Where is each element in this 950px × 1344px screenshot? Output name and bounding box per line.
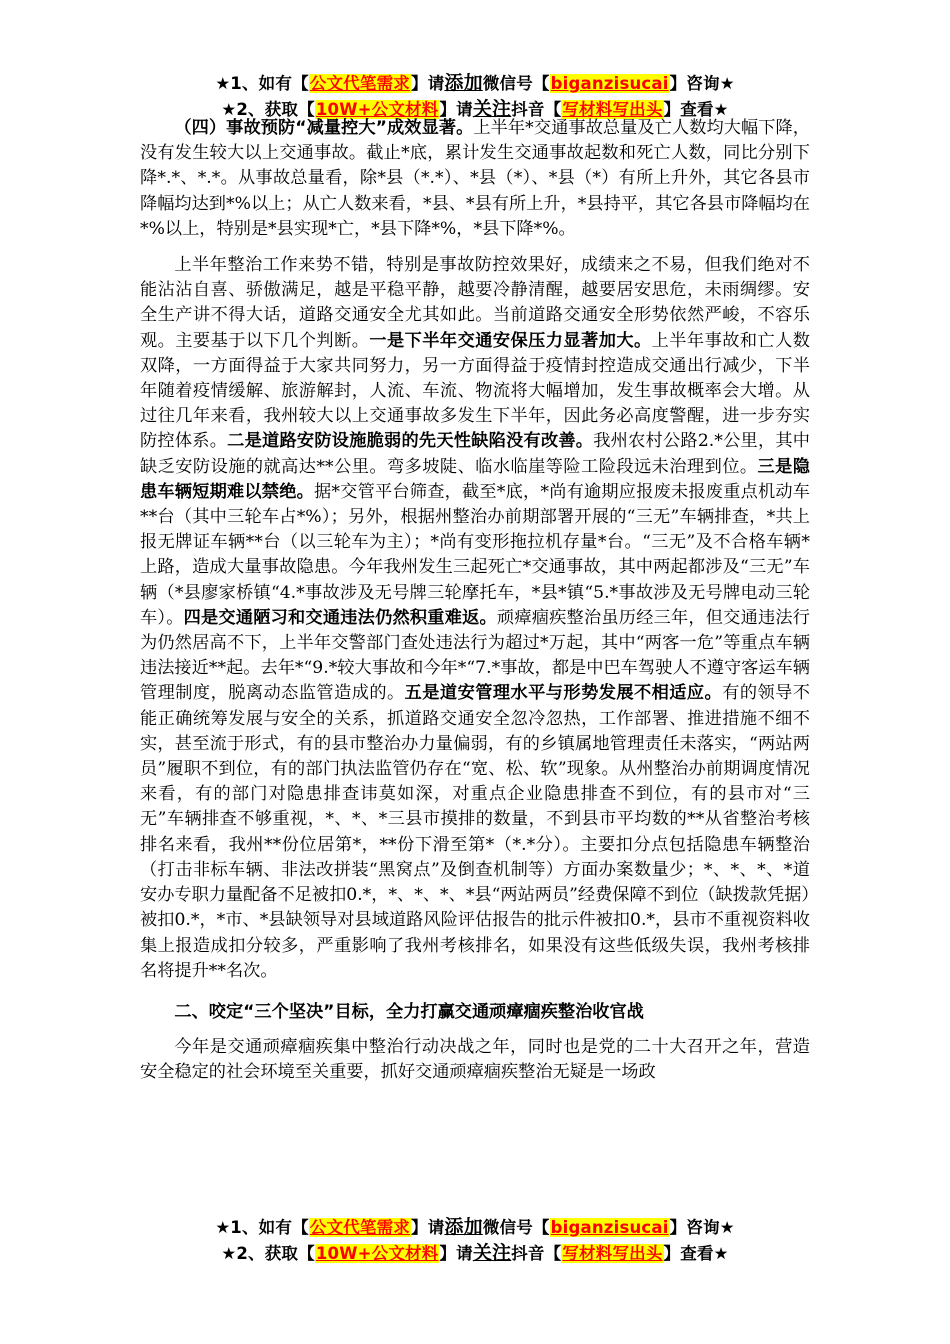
- header-douyin-account: 写材料写出头: [562, 100, 663, 119]
- footer-banner-line-1: ★1、如有【公文代笔需求】请添加微信号【biganzisucai】咨询★: [215, 1216, 735, 1238]
- point-five: 五是道安管理水平与形势发展不相适应。: [404, 683, 723, 704]
- header-banner-line-2: ★2、获取【10W+公文材料】请关注抖音【写材料写出头】查看★: [221, 98, 729, 120]
- paragraph-accident-prevention: （四）事故预防“减量控大”成效显著。上半年*交通事故总量及亡人数均大幅下降，没有发生较大以上交通事故。截止*底，累计发生交通事故起数和死亡人数，同比分别下降*.*、*.*。从事故总量看，除*县（*.*）、*县（*）、*县（*）有所上升外，其它各县市降幅均达到*%以上；从亡人数来看，*县、*县有所上升，*县持平，其它各县市降幅均在*%以上，特别是*县实现*亡，*县下降*%，*县下降*%。: [140, 118, 810, 239]
- header-banner-line-1: ★1、如有【公文代笔需求】请添加微信号【biganzisucai】咨询★: [215, 72, 735, 94]
- paragraph-decisive-year: 今年是交通顽瘴痼疾集中整治行动决战之年，同时也是党的二十大召开之年，营造安全稳定的社会环境至关重要，抓好交通顽瘴痼疾整治无疑是一场政: [140, 1037, 810, 1083]
- footer-wechat-id: biganzisucai: [550, 1218, 669, 1237]
- section-heading-two: 二、咬定“三个坚决”目标，全力打赢交通顽瘴痼疾整治收官战: [174, 1001, 644, 1022]
- footer-banner: [0, 1214, 950, 1266]
- footer-douyin-account: 写材料写出头: [562, 1244, 663, 1263]
- header-highlight-materials: 10W+公文材料: [315, 100, 439, 119]
- point-three: 三是隐患车辆短期难以禁绝。: [140, 456, 810, 502]
- header-highlight-ghostwriting: 公文代笔需求: [309, 74, 410, 93]
- point-two: 二是道路安防设施脆弱的先天性缺陷没有改善。: [227, 431, 594, 452]
- footer-banner-line-2: ★2、获取【10W+公文材料】请关注抖音【写材料写出头】查看★: [221, 1242, 729, 1264]
- paragraph-situation-judgement: 上半年整治工作来势不错，特别是事故防控效果好，成绩来之不易，但我们绝对不能沾沾自喜、骄傲满足，越是平稳平静，越要冷静清醒，越要居安思危，未雨绸缪。安全生产讲不得大话，道路交通安全尤其如此。当前道路交通安全形势依然严峻，不容乐观。主要基于以下几个判断。一是下半年交通安保压力显著加大。上半年事故和亡人数双降，一方面得益于大家共同努力，另一方面得益于疫情封控造成交通出行减少，下半年随着疫情缓解、旅游解封，人流、车流、物流将大幅增加，发生事故概率会大增。从过往几年来看，我州较大以上交通事故多发生下半年，因此务必高度警醒，进一步夯实防控体系。二是道路安防设施脆弱的先天性缺陷没有改善。我州农村公路2.*公里，其中缺乏安防设施的就高达**公里。弯多坡陡、临水临崖等险工险段远未治理到位。三是隐患车辆短期难以禁绝。据*交管平台筛查，截至*底，*尚有逾期应报废未报废重点机动车**台（其中三轮车占*%）；另外，根据州整治办前期部署开展的“三无”车辆排查，*共上报无牌证车辆**台（以三轮车为主）；*尚有变形拖拉机存量*台。“三无”及不合格车辆*上路，造成大量事故隐患。今年我州发生三起死亡*交通事故，其中两起都涉及“三无”车辆（*县廖家桥镇“4.*事故涉及无号牌三轮摩托车，*县*镇“5.*事故涉及无号牌电动三轮车）。四是交通陋习和交通违法仍然积重难返。顽瘴痼疾整治虽历经三年，但交通违法行为仍然居高不下，上半年交警部门查处违法行为超过*万起，其中“两客一危”等重点车辆违法接近**起。去年*“9.*较大事故和今年*“7.*事故，都是中巴车驾驶人不遵守客运车辆管理制度，脱离动态监管造成的。五是道安管理水平与形势发展不相适应。有的领导不能正确统筹发展与安全的关系，抓道路交通安全忽冷忽热，工作部署、推进措施不细不实，甚至流于形式，有的县市整治办力量偏弱，有的乡镇属地管理责任未落实，“两站两员”履职不到位，有的部门执法监管仍存在“宽、松、软”现象。从州整治办前期调度情况来看，有的部门对隐患排查讳莫如深，对重点企业隐患排查不到位，有的县市对“三无”车辆排查不够重视，*、*、*三县市摸排的数量，不到县市平均数的**从省整治考核排名来看，我州**份位居第*，**份下滑至第*（*.*分）。主要扣分点包括隐患车辆整治（打击非标车辆、非法改拼装“黑窝点”及倒查机制等）方面办案数量少；*、*、*、*道安办专职力量配备不足被扣0.*，*、*、*、*县“两站两员”经费保障不到位（缺拨款凭据）被扣0.*，*市、*县缺领导对县域道路风险评估报告的批示件被扣0.*，县市不重视资料收集上报造成扣分较多，严重影响了我州考核排名，如果没有这些低级失误，我州考核排名将提升**名次。: [140, 255, 810, 981]
- document-body: [140, 116, 810, 1086]
- subheading-accident-prevention: （四）事故预防“减量控大”成效显著。: [174, 118, 474, 138]
- point-four: 四是交通陋习和交通违法仍然积重难返。: [183, 607, 497, 628]
- footer-highlight-ghostwriting: 公文代笔需求: [309, 1218, 410, 1237]
- header-banner: [0, 70, 950, 122]
- footer-highlight-materials: 10W+公文材料: [315, 1244, 439, 1263]
- point-one: 一是下半年交通安保压力显著加大。: [369, 330, 652, 351]
- header-wechat-id: biganzisucai: [550, 74, 669, 93]
